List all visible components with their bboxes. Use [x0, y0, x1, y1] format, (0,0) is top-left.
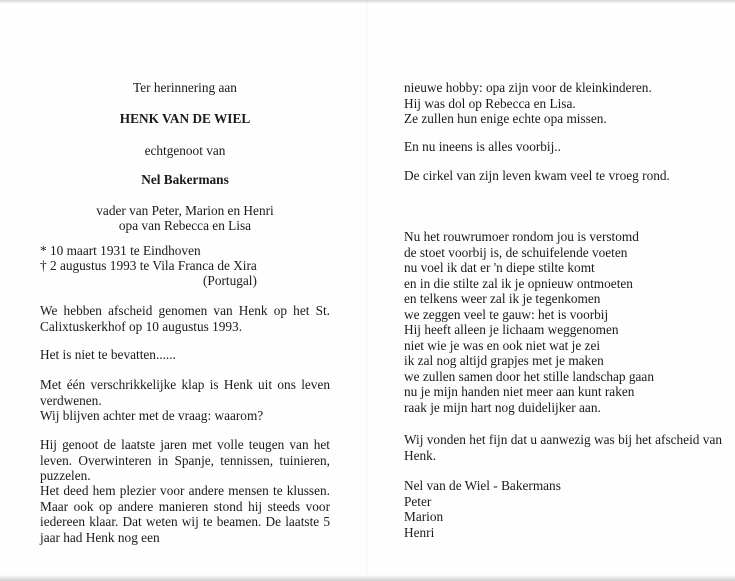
circle-paragraph: De cirkel van zijn leven kwam veel te vroeg rond.	[404, 168, 670, 183]
poem-line: niet wie je was en ook niet wat je zei	[404, 337, 601, 353]
spouse-label: echtgenoot van	[144, 143, 226, 158]
poem-line: we zullen samen door het stille landschap gaan	[404, 368, 654, 384]
poem	[404, 229, 722, 415]
top-edge	[0, 0, 735, 4]
family-line-2: opa van Rebecca en Lisa	[118, 218, 252, 233]
question-paragraph: Wij blijven achter met de vraag: waarom?	[40, 408, 264, 423]
fold-line	[366, 0, 367, 581]
poem-line: ik zal nog altijd grapjes met je maken	[404, 353, 604, 368]
bottom-edge	[0, 575, 735, 581]
spouse-name: Nel Bakermans	[141, 172, 229, 187]
death-line: † 2 augustus 1993 te Vila Franca de Xira	[40, 258, 257, 273]
poem-line: de stoet voorbij is, de schuifelende voeten	[404, 244, 628, 260]
unbelievable-paragraph: Het is niet te bevatten......	[40, 347, 176, 362]
farewell-paragraph: We hebben afscheid genomen van Henk op het St. Calixtuskerkhof op 10 augustus 1993.	[40, 303, 330, 334]
poem-line: en telkens weer zal ik je tegenkomen	[404, 291, 601, 306]
birth-line: * 10 maart 1931 te Eindhoven	[40, 243, 201, 258]
signature-line: Marion	[404, 509, 444, 524]
poem-line: Nu het rouwrumoer rondom jou is verstomd	[404, 229, 639, 244]
signature-line: Peter	[404, 493, 432, 509]
family-line-1: vader van Peter, Marion en Henri	[96, 203, 274, 218]
blow-paragraph: Met één verschrikkelijke klap is Henk uit ons leven verdwenen.	[40, 377, 330, 408]
poem-line: nu voel ik dat er 'n diepe stilte komt	[404, 260, 595, 275]
signature-line: Henri	[404, 524, 435, 540]
hobby-block	[404, 80, 722, 127]
help-paragraph: Het deed hem plezier voor andere mensen te klussen. Maar ook op andere manieren stond hij steeds voor iedereen klaar. Dat weten wij te beamen. De laatste 5 jaar had Henk nog een	[40, 483, 330, 545]
signature-line: Nel van de Wiel - Bakermans	[404, 478, 561, 493]
poem-line: nu je mijn handen niet meer aan kunt raken	[404, 384, 635, 399]
hobby-line: nieuwe hobby: opa zijn voor de kleinkinderen.	[404, 80, 652, 95]
hobby-line: Ze zullen hun enige echte opa missen.	[404, 111, 607, 126]
poem-line: raak je mijn hart nog duidelijker aan.	[404, 399, 601, 415]
over-paragraph: En nu ineens is alles voorbij..	[404, 139, 561, 154]
deceased-name: HENK VAN DE WIEL	[119, 111, 251, 126]
hobby-line: Hij was dol op Rebecca en Lisa.	[404, 95, 576, 111]
enjoyed-paragraph: Hij genoot de laatste jaren met volle teugen van het leven. Overwinteren in Spanje, tennissen, tuinieren, puzzelen.	[40, 437, 330, 483]
intro-text: Ter herinnering aan	[133, 80, 237, 95]
signature-block	[404, 478, 722, 540]
thanks-paragraph: Wij vonden het fijn dat u aanwezig was bij het afscheid van Henk.	[404, 432, 722, 463]
poem-line: en in die stilte zal ik je opnieuw ontmoeten	[404, 275, 633, 291]
death-country: (Portugal)	[203, 273, 257, 288]
poem-line: Hij heeft alleen je lichaam weggenomen	[404, 322, 619, 337]
poem-line: we zeggen veel te gauw: het is voorbij	[404, 306, 609, 322]
